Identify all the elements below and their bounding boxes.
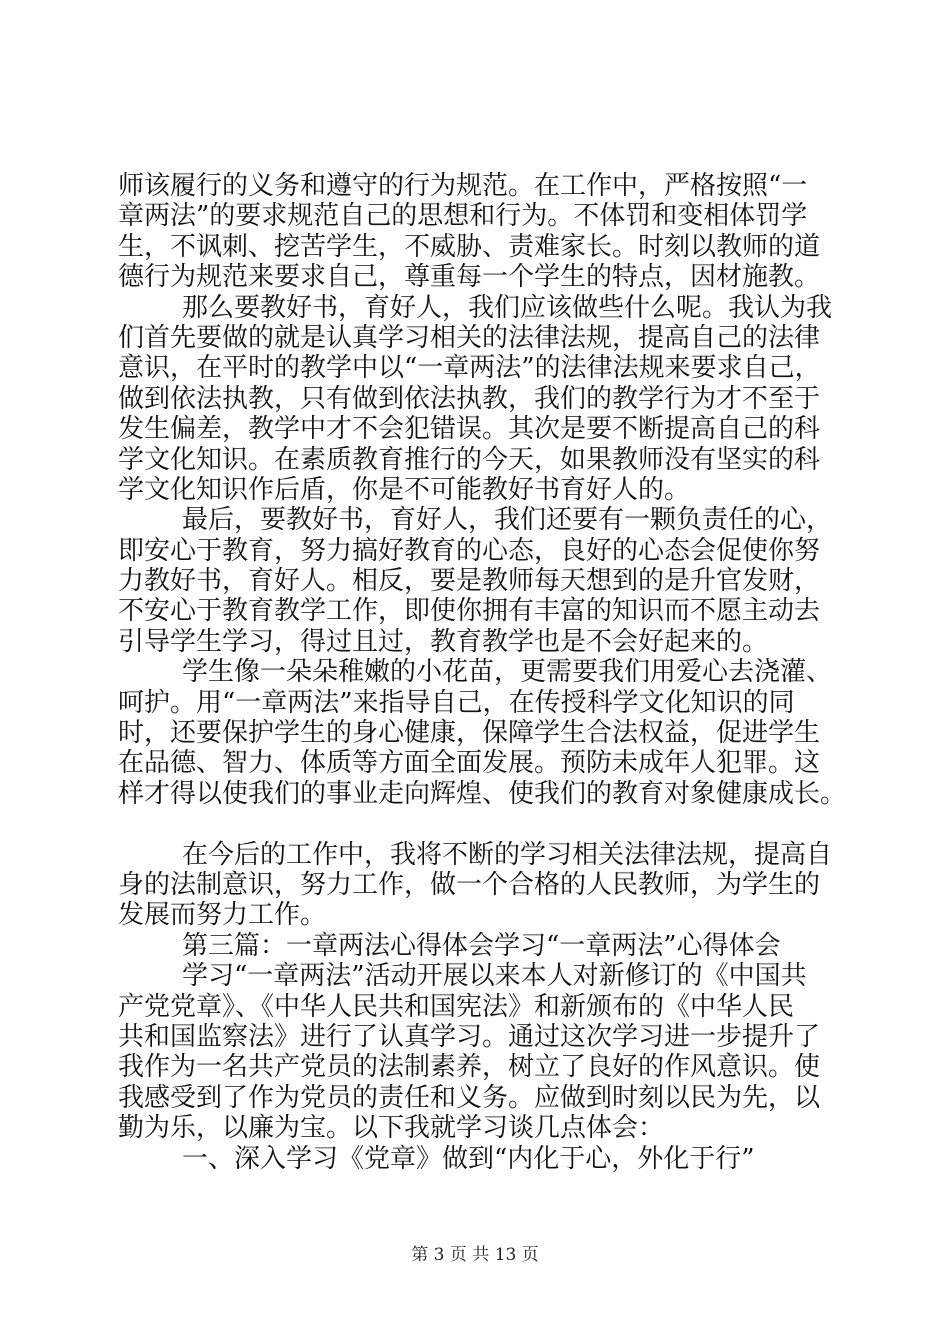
text-line: 德行为规范来要求自己，尊重每一个学生的特点，因材施教。 (118, 262, 821, 293)
text-line: 学生像一朵朵稚嫩的小花苗，更需要我们用爱心去浇灌、 (182, 657, 833, 688)
page-footer: 第 3 页 共 13 页 (411, 1245, 539, 1265)
text-line: 力教好书，育好人。相反，要是教师每天想到的是升官发财， (118, 566, 821, 597)
text-line: 产党党章》、《中华人民共和国宪法》和新颁布的《中华人民 (118, 991, 795, 1022)
text-line: 最后，要教好书，育好人，我们还要有一颗负责任的心， (182, 505, 833, 536)
text-line: 呵护。用“一章两法”来指导自己，在传授科学文化知识的同 (118, 687, 795, 718)
text-line: 那么要教好书，育好人，我们应该做些什么呢。我认为我 (182, 292, 833, 323)
text-line: 学习“一章两法”活动开展以来本人对新修订的《中国共 (182, 961, 807, 992)
text-line: 师该履行的义务和遵守的行为规范。在工作中，严格按照“一 (118, 171, 808, 201)
text-line: 不安心于教育教学工作，即使你拥有丰富的知识而不愿主动去 (118, 596, 821, 627)
text-line: 发生偏差，教学中才不会犯错误。其次是要不断提高自己的科 (118, 414, 821, 445)
text-line: 学文化知识作后盾，你是不可能教好书育好人的。 (118, 474, 691, 505)
text-line: 做到依法执教，只有做到依法执教，我们的教学行为才不至于 (118, 383, 821, 414)
text-line: 学文化知识。在素质教育推行的今天，如果教师没有坚实的科 (118, 444, 821, 475)
text-line: 身的法制意识，努力工作，做一个合格的人民教师，为学生的 (118, 869, 821, 900)
text-line: 章两法”的要求规范自己的思想和行为。不体罚和变相体罚学 (118, 201, 808, 232)
text-line: 共和国监察法》进行了认真学习。通过这次学习进一步提升了 (118, 1021, 821, 1052)
text-line: 在今后的工作中，我将不断的学习相关法律法规，提高自 (182, 839, 833, 870)
text-line: 一、深入学习《党章》做到“内化于心，外化于行” (182, 1143, 755, 1174)
blank-line (118, 809, 838, 839)
text-line: 生，不讽刺、挖苦学生，不威胁、责难家长。时刻以教师的道 (118, 231, 821, 262)
text-line: 意识，在平时的教学中以“一章两法”的法律法规来要求自己， (118, 353, 821, 384)
text-line: 发展而努力工作。 (118, 900, 327, 931)
text-line: 勤为乐，以廉为宝。以下我就学习谈几点体会： (118, 1113, 665, 1144)
text-line: 引导学生学习，得过且过，教育教学也是不会好起来的。 (118, 626, 769, 657)
text-line: 样才得以使我们的事业走向辉煌、使我们的教育对象健康成长。 (118, 778, 847, 809)
text-line: 即安心于教育，努力搞好教育的心态，良好的心态会促使你努 (118, 535, 821, 566)
text-line: 我感受到了作为党员的责任和义务。应做到时刻以民为先，以 (118, 1082, 821, 1113)
text-line: 们首先要做的就是认真学习相关的法律法规，提高自己的法律 (118, 322, 821, 353)
text-line: 第三篇：一章两法心得体会学习“一章两法”心得体会 (182, 930, 781, 961)
text-line: 我作为一名共产党员的法制素养，树立了良好的作风意识。使 (118, 1052, 821, 1083)
text-line: 时，还要保护学生的身心健康，保障学生合法权益，促进学生 (118, 718, 821, 749)
text-line: 在品德、智力、体质等方面全面发展。预防未成年人犯罪。这 (118, 748, 821, 779)
document-body (118, 171, 847, 1174)
